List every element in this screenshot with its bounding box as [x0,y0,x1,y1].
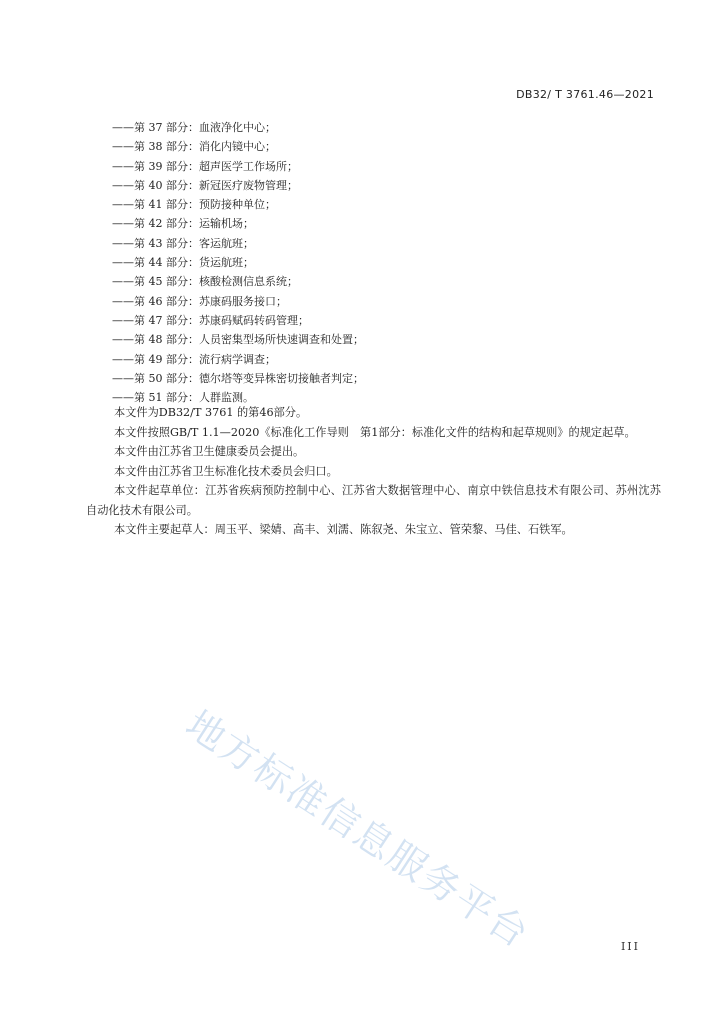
list-item: ——第 46 部分：苏康码服务接口； [112,294,287,308]
list-item: ——第 40 部分：新冠医疗废物管理； [112,178,298,192]
list-item: ——第 39 部分：超声医学工作场所； [112,159,298,173]
list-item: ——第 51 部分：人群监测。 [112,391,254,405]
list-item: ——第 38 部分：消化内镜中心； [112,140,276,154]
list-item: ——第 43 部分：客运航班； [112,236,254,250]
body-paragraphs [86,403,661,540]
paragraph-centralized-by: 本文件由江苏省卫生标准化技术委员会归口。 [114,464,338,478]
list-item: ——第 45 部分：核酸检测信息系统； [112,275,298,289]
paragraph-proposer: 本文件由江苏省卫生健康委员会提出。 [114,445,305,458]
document-code: DB32/ T 3761.46—2021 [516,88,654,101]
list-item: ——第 48 部分：人员密集型场所快速调查和处置； [112,333,364,347]
paragraph-part-statement: 本文件为DB32/T 3761 的第46部分。 [114,406,308,419]
paragraph-drafting-rules: 本文件按照GB/T 1.1—2020《标准化工作导则 第1部分：标准化文件的结构和起草规则》的规定起草。 [114,425,636,439]
paragraph-drafting-units: 本文件起草单位：江苏省疾病预防控制中心、江苏省大数据管理中心、南京中铁信息技术有限公司、苏州沈苏自动化技术有限公司。 [86,484,661,517]
paragraph-drafters: 本文件主要起草人：周玉平、梁婧、高丰、刘濡、陈叙尧、朱宝立、管荣黎、马佳、石铁军。 [114,523,573,536]
list-item: ——第 44 部分：货运航班； [112,256,254,270]
list-item: ——第 42 部分：运输机场； [112,217,254,231]
list-item: ——第 50 部分：德尔塔等变异株密切接触者判定； [112,371,364,385]
list-item: ——第 49 部分：流行病学调查； [112,352,276,366]
list-item: ——第 47 部分：苏康码赋码转码管理； [112,313,309,327]
list-item: ——第 41 部分：预防接种单位； [112,198,276,212]
watermark-text: 地方标准信息服务平台 [178,701,538,957]
list-item: ——第 37 部分：血液净化中心； [112,121,276,134]
parts-list [112,118,364,407]
page-number: III [620,940,640,953]
